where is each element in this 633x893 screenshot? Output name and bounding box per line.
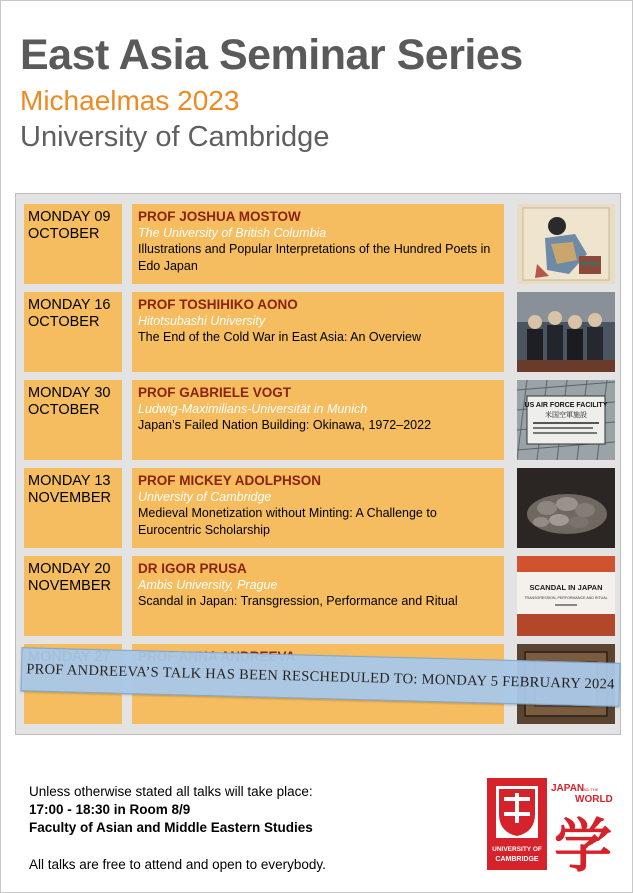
- faculty-name: Faculty of Asian and Middle Eastern Studies: [29, 820, 313, 835]
- session-info: [132, 380, 504, 460]
- university-of-text: UNIVERSITY OF: [492, 846, 542, 853]
- date-month: NOVEMBER: [28, 578, 111, 594]
- session-row: [24, 292, 614, 372]
- date-day: MONDAY 09: [28, 209, 111, 225]
- talk-title: Illustrations and Popular Interpretations of the Hundred Poets in Edo Japan: [138, 242, 491, 273]
- session-date: [24, 204, 122, 284]
- speaker-affiliation: University of Cambridge: [138, 490, 272, 504]
- speaker-name: PROF TOSHIHIKO AONO: [138, 297, 298, 312]
- date-month: NOVEMBER: [28, 490, 111, 506]
- kanji-gaku: 学: [553, 812, 613, 872]
- speaker-affiliation: The University of British Columbia: [138, 226, 327, 240]
- japan-text: JAPAN: [551, 783, 585, 794]
- cambridge-japan-logo: [487, 778, 617, 872]
- world-text: WORLD: [575, 794, 613, 805]
- us-air-force-facility-sign-image: [517, 380, 615, 460]
- date-day: MONDAY 16: [28, 297, 111, 313]
- scandal-in-japan-book-cover-image: [517, 556, 615, 636]
- poster-title: East Asia Seminar Series: [20, 31, 523, 79]
- and-the-text: AND THE: [581, 787, 599, 792]
- talk-title: Japan’s Failed Nation Building: Okinawa, 1972–2022: [138, 418, 432, 432]
- session-row: [24, 468, 614, 548]
- date-day: MONDAY 20: [28, 561, 111, 577]
- session-info: [132, 292, 504, 372]
- session-info: [132, 204, 504, 284]
- sign-text-line1: US AIR FORCE FACILITY: [524, 402, 608, 409]
- ukiyo-e-woodblock-print-image: [517, 204, 615, 284]
- footer-info: [29, 783, 326, 874]
- free-entry-note: All talks are free to attend and open to everybody.: [29, 857, 326, 872]
- reschedule-notice: PROF ANDREEVA’S TALK HAS BEEN RESCHEDULED TO: MONDAY 5 FEBRUARY 2024: [21, 647, 621, 707]
- date-month: OCTOBER: [28, 402, 100, 418]
- date-day: MONDAY 13: [28, 473, 111, 489]
- date-day: MONDAY 30: [28, 385, 111, 401]
- speaker-name: DR IGOR PRUSA: [138, 561, 247, 576]
- session-row: [24, 380, 614, 460]
- speaker-affiliation: Ambis University, Prague: [138, 578, 278, 592]
- session-info: [132, 468, 504, 548]
- book-cover-subtitle: TRANSGRESSION, PERFORMANCE AND RITUAL: [524, 596, 608, 600]
- session-row: [24, 204, 614, 284]
- time-and-room: 17:00 - 18:30 in Room 8/9: [29, 802, 191, 817]
- talk-title: Scandal in Japan: Transgression, Performance and Ritual: [138, 594, 458, 608]
- speaker-name: PROF GABRIELE VOGT: [138, 385, 292, 400]
- talk-title: Medieval Monetization without Minting: A Challenge to Eurocentric Scholarship: [138, 506, 437, 537]
- venue-intro: Unless otherwise stated all talks will take place:: [29, 784, 313, 799]
- historical-diplomats-photo-image: [517, 292, 615, 372]
- session-date: [24, 556, 122, 636]
- cambridge-text: CAMBRIDGE: [495, 856, 539, 863]
- session-row: [24, 556, 614, 636]
- date-month: OCTOBER: [28, 226, 100, 242]
- session-date: [24, 292, 122, 372]
- speaker-affiliation: Ludwig-Maximilians-Universität in Munich: [138, 402, 368, 416]
- speaker-affiliation: Hitotsubashi University: [138, 314, 266, 328]
- date-month: OCTOBER: [28, 314, 100, 330]
- session-date: [24, 380, 122, 460]
- term-label: Michaelmas 2023: [20, 85, 240, 116]
- university-label: University of Cambridge: [20, 121, 330, 153]
- speaker-name: PROF MICKEY ADOLPHSON: [138, 473, 322, 488]
- session-date: [24, 468, 122, 548]
- pile-of-old-coins-image: [517, 468, 615, 548]
- speaker-name: PROF JOSHUA MOSTOW: [138, 209, 301, 224]
- talk-title: The End of the Cold War in East Asia: An Overview: [138, 330, 422, 344]
- session-info: [132, 556, 504, 636]
- sign-text-line2: 米国空軍施設: [545, 411, 587, 419]
- book-cover-title: SCANDAL IN JAPAN: [529, 583, 603, 592]
